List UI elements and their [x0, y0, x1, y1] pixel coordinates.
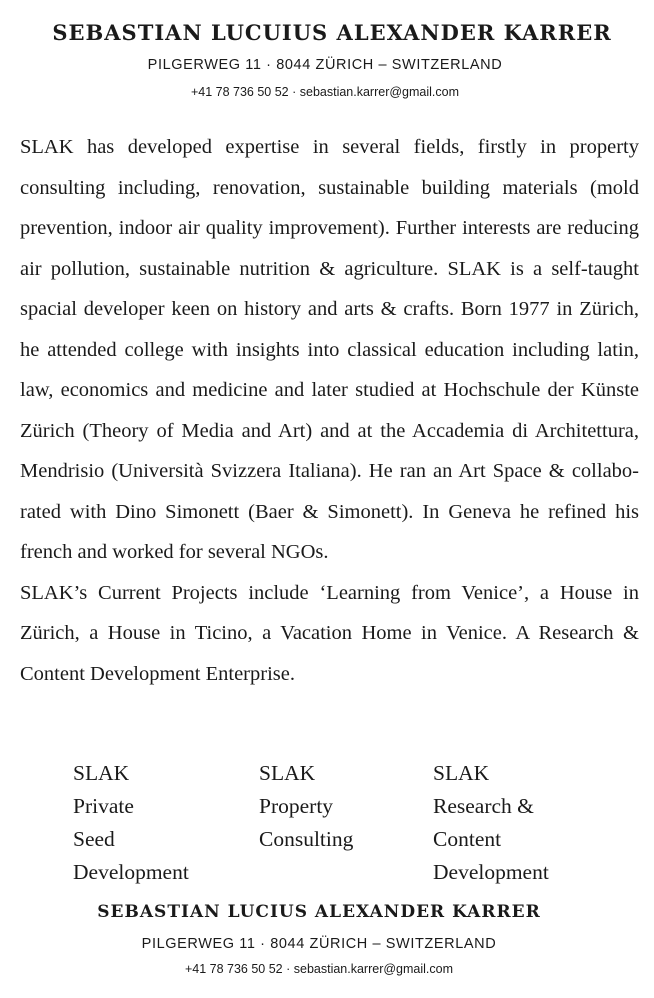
column-private-seed-development: [73, 757, 189, 889]
header-contact: +41 78 736 50 52 · sebastian.karrer@gmail.com: [190, 85, 460, 99]
footer-name: SEBASTIAN LUCIUS ALEXANDER KARRER: [97, 902, 541, 922]
column-line: SLAK: [433, 761, 490, 785]
body-paragraph-2: SLAK’s Current Projects include ‘Learning from Venice’, a House in Zürich, a House in Ticino, a Vacation Home in Venice. A Research & Content Development Enterprise.: [20, 581, 639, 685]
header-address: PILGERWEG 11 · 8044 ZÜRICH – SWITZERLAND: [147, 57, 503, 73]
column-line: Seed: [73, 827, 115, 851]
column-line: SLAK: [259, 761, 316, 785]
footer-contact: +41 78 736 50 52 · sebastian.karrer@gmail.com: [184, 962, 454, 976]
footer-address: PILGERWEG 11 · 8044 ZÜRICH – SWITZERLAND: [141, 936, 497, 952]
body-text: [20, 127, 639, 694]
column-line: Development: [73, 860, 189, 884]
column-line: Research &: [433, 794, 534, 818]
column-line: Private: [73, 794, 134, 818]
column-line: SLAK: [73, 761, 130, 785]
column-line: Property: [259, 794, 334, 818]
division-columns: [0, 757, 654, 897]
column-line: Development: [433, 860, 549, 884]
column-line: Content: [433, 827, 502, 851]
column-property-consulting: [259, 757, 353, 856]
column-line: Consulting: [259, 827, 354, 851]
header-name: SEBASTIAN LUCUIUS ALEXANDER KARRER: [52, 20, 612, 45]
body-paragraph-1: SLAK has developed expertise in several fields, firstly in property consulting including, renovation, sustainable building materials (mold prevention, indoor air quality improvement). Further interests are reducing air pollution, sustainable nutrition & agriculture. SLAK is a self-taught spacial developer keen on history and arts & crafts. Born 1977 in Zürich, he attended college with insights into classical education including latin, law, economics and medicine and later studied at Hochschule der Künste Zürich (Theory of Media and Art) and at the Accademia di Architettura, Mendrisio (Università Svizzera Italiana). He ran an Art Space & collaborated with Dino Simonett (Baer & Simonett). In Geneva he refined his french and worked for several NGOs.: [20, 136, 639, 563]
column-research-content-development: [433, 757, 549, 889]
